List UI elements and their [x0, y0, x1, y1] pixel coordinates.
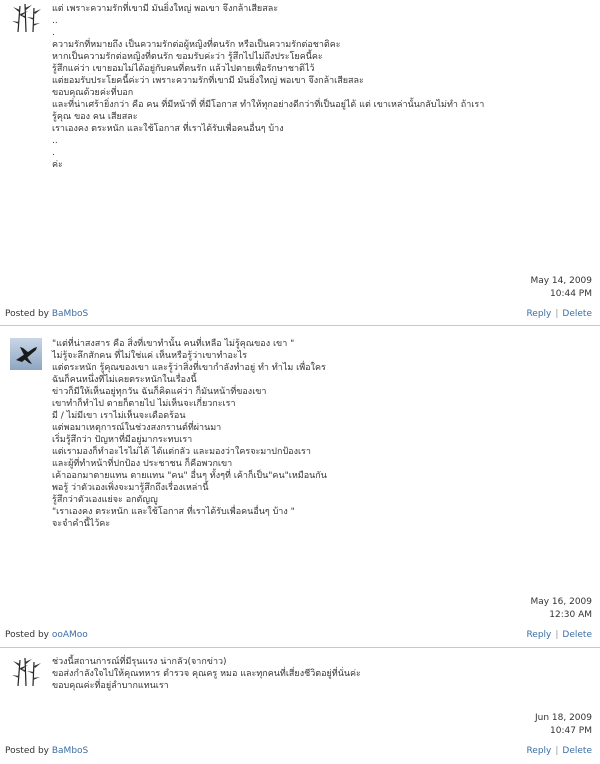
author-link[interactable]: ooAMoo — [51, 630, 88, 640]
comment-line: "แต่ที่น่าสงสาร คือ สิ่งที่เขาทำนั้น คนที่เหลือ ไม่รู้คุณของ เขา " — [52, 339, 295, 349]
comment-date: May 14, 2009 — [530, 276, 592, 286]
comment-time: 10:44 PM — [550, 289, 592, 299]
comment-timestamp — [535, 712, 592, 738]
action-separator: | — [555, 309, 559, 319]
reply-link[interactable]: Reply — [526, 309, 552, 319]
comment-line: ขอส่งกำลังใจไปให้คุณทหาร ตำรวจ คุณครู หมอ และทุกคนที่เสี่ยงชีวิตอยู่ที่นั่นค่ะ — [52, 669, 361, 679]
comment-line: ฉันก็คนหนึ่งที่ไม่เคยตระหนักในเรื่องนี้ — [52, 375, 197, 385]
bamboo-avatar-icon[interactable] — [10, 2, 42, 34]
comment-line: "เราเองคง ตระหนัก และใช้โอกาส ที่เราได้รับเพื่อคนอื่นๆ บ้าง " — [52, 507, 295, 517]
comment-actions — [526, 307, 592, 321]
comment-line: ข่าวก็มีให้เห็นอยู่ทุกวัน ฉันก็คิดแค่ว่า ก็มันหน้าที่ของเขา — [52, 387, 267, 397]
comment-actions — [526, 628, 592, 642]
comment-line: รู้สึกแค่ว่า เขายอมไม่ได้อยู่กับคนที่ตนรัก แล้วไปตายเพื่อรักษาชาติไว้ — [52, 64, 315, 74]
reply-link[interactable]: Reply — [526, 746, 552, 756]
comment-line: ค่ะ — [52, 160, 63, 170]
action-separator: | — [555, 746, 559, 756]
delete-link[interactable]: Delete — [562, 746, 592, 756]
comment-date: May 16, 2009 — [530, 597, 592, 607]
comment-actions — [526, 744, 592, 758]
comment-line: . — [52, 148, 55, 158]
comment-timestamp — [530, 275, 592, 301]
comment-line: ขอบคุณค่ะที่อยู่ลำบากแทนเรา — [52, 681, 169, 691]
posted-by — [5, 307, 88, 321]
comment-footer — [0, 307, 600, 321]
reply-link[interactable]: Reply — [526, 630, 552, 640]
comment-footer — [0, 744, 600, 758]
comment-line: เริ่มรู้สึกว่า ปัญหาที่มีอยู่มากระทบเรา — [52, 435, 193, 445]
comment — [0, 648, 600, 764]
comment-timestamp — [530, 596, 592, 622]
delete-link[interactable]: Delete — [562, 630, 592, 640]
comment — [0, 0, 600, 322]
comment-time: 10:47 PM — [550, 726, 592, 736]
delete-link[interactable]: Delete — [562, 309, 592, 319]
action-separator: | — [555, 630, 559, 640]
comment-line: รู้คุณ ของ คน เสียสละ — [52, 112, 138, 122]
comment-line: แต่ตระหนัก รู้คุณของเขา และรู้ว่าสิ่งที่เขากำลังทำอยู่ ทำ ทำไม เพื่อใคร — [52, 363, 326, 373]
comment-body — [52, 3, 590, 171]
comment-line: แต่พอมาเหตุการณ์ในช่วงสงกรานต์ที่ผ่านมา — [52, 423, 222, 433]
bamboo-avatar-icon[interactable] — [10, 656, 42, 688]
posted-by-label: Posted by — [5, 630, 49, 640]
comment-line: เค้าออกมาตายแทน ตายแทน "คน" อื่นๆ ทั้งๆที่ เค้าก็เป็น"คน"เหมือนกัน — [52, 471, 327, 481]
comment-line: พอรู้ ว่าตัวเองเพิ่งจะมารู้สึกถึงเรื่องเหล่านี้ — [52, 483, 209, 493]
comment-line: แต่ยอมรับประโยคนี้ค่ะว่า เพราะความรักที่เขามี มันยิ่งใหญ่ พอเขา จึงกล้าเสียสละ — [52, 76, 364, 86]
author-link[interactable]: BaMboS — [51, 309, 89, 319]
author-link[interactable]: BaMboS — [51, 746, 89, 756]
posted-by — [5, 628, 88, 642]
comment-line: มี / ไม่มีเขา เราไม่เห็นจะเดือดร้อน — [52, 411, 186, 421]
comment-line: .. — [52, 16, 58, 26]
comment-line: ไม่รู้จะลึกสักคน ที่ไม่ใช่แค่ เห็นหรือรู้ว่าเขาทำอะไร — [52, 351, 248, 361]
comment-body — [52, 338, 590, 530]
comment-time: 12:30 AM — [549, 610, 592, 620]
comment-line: รู้สึกว่าตัวเองแย่จะ อกตัญญู — [52, 495, 158, 505]
comment — [0, 326, 600, 644]
comment-date: Jun 18, 2009 — [534, 713, 592, 723]
comment-line: จะจำคำนี้ไว้คะ — [52, 519, 111, 529]
airplane-avatar-icon[interactable] — [10, 338, 42, 370]
posted-by — [5, 744, 88, 758]
posted-by-label: Posted by — [5, 746, 49, 756]
comment-line: และผู้ที่ทำหน้าที่ปกป้อง ประชาชน ก็คือพวกเขา — [52, 459, 233, 469]
comment-line: ขอบคุณด้วยค่ะที่บอก — [52, 88, 134, 98]
comment-line: .. — [52, 136, 58, 146]
comment-line: ช่วงนี้สถานการณ์ที่มีรุนแรง น่ากลัว(จากข่าว) — [52, 657, 227, 667]
comment-line: ความรักที่หมายถึง เป็นความรักต่อผู้หญิงที่ตนรัก หรือเป็นความรักต่อชาติคะ — [52, 40, 341, 50]
comment-line: หากเป็นความรักต่อหญิงที่ตนรัก ขอมรับค่ะว่า รู้สึกไปไม่ถึงประโยคนี้คะ — [52, 52, 323, 62]
comment-body — [52, 656, 590, 692]
comment-line: เราเองคง ตระหนัก และใช้โอกาส ที่เราได้รับเพื่อคนอื่นๆ บ้าง — [52, 124, 284, 134]
posted-by-label: Posted by — [5, 309, 49, 319]
comment-footer — [0, 628, 600, 642]
comment-line: แต่ เพราะความรักที่เขามี มันยิ่งใหญ่ พอเขา จึงกล้าเสียสละ — [52, 4, 279, 14]
comment-line: แต่เรามองก็ทำอะไรไม่ได้ ได้แต่กลัว และมองว่าใครจะมาปกป้องเรา — [52, 447, 311, 457]
comment-line: และที่น่าเศร้ายิ่งกว่า คือ คน ที่มีหน้าที่ ที่มีโอกาส ทำให้ทุกอย่างดีกว่าที่เป็นอยู่ได้ แต่ เขาเหล่านั้นกลับไม่ทำ ถ้าเรา — [52, 100, 485, 110]
comment-line: เขาทำก็ทำไป ตายก็ตายไป ไม่เห็นจะเกี่ยวกะเรา — [52, 399, 236, 409]
comment-line: . — [52, 28, 55, 38]
